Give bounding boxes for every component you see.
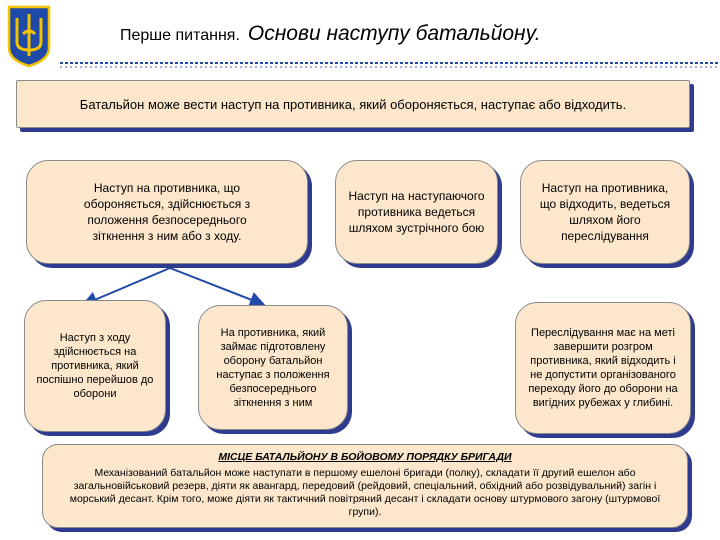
page-title xyxy=(120,22,541,46)
sub-box-march-attack: Наступ з ходу здійснюється на противника, який поспішно перейшов до оборони xyxy=(24,300,166,432)
arrow-to-sub-1 xyxy=(85,268,170,304)
brigade-role-title: МІСЦЕ БАТАЛЬЙОНУ В БОЙОВОМУ ПОРЯДКУ БРИГАДИ xyxy=(218,451,512,463)
arrow-to-sub-2 xyxy=(170,268,262,304)
category-box-defending: Наступ на противника, що обороняється, здійснюється з положення безпосереднього зіткнення з ним або з ходу. xyxy=(26,160,308,264)
sub-box-prepared-defense: На противника, який займає підготовлену оборону батальйон наступає з положення безпосереднього зіткнення з ним xyxy=(198,305,348,430)
title-main: Основи наступу батальйону. xyxy=(247,22,541,45)
category-box-meeting-engagement: Наступ на наступаючого противника ведеться шляхом зустрічного бою xyxy=(335,160,498,264)
brigade-role-text: Механізований батальйон може наступати в першому ешелоні бригади (полку), складати її другий ешелон або загальновійськовий резерв, діяти як авангард, передовий (рейдовий, спеціальний, обхідний або розвідувальний) загін і морський десант. Крім того, може діяти як тактичний повітряний десант і складати основу штурмового загону (штурмової групи). xyxy=(69,467,661,518)
header-divider xyxy=(60,60,720,70)
title-prefix: Перше питання. xyxy=(120,27,240,44)
brigade-role-box xyxy=(42,444,688,528)
sub-box-pursuit-goal: Переслідування має на меті завершити розгром противника, який відходить і не допустити організованого переходу його до оборони на вигідних рубежах у глибині. xyxy=(515,302,691,434)
trident-emblem-icon xyxy=(6,4,52,68)
category-box-pursuit: Наступ на противника, що відходить, ведеться шляхом його переслідування xyxy=(520,160,690,264)
main-statement-box: Батальйон може вести наступ на противника, який обороняється, наступає або відходить. xyxy=(16,80,690,128)
